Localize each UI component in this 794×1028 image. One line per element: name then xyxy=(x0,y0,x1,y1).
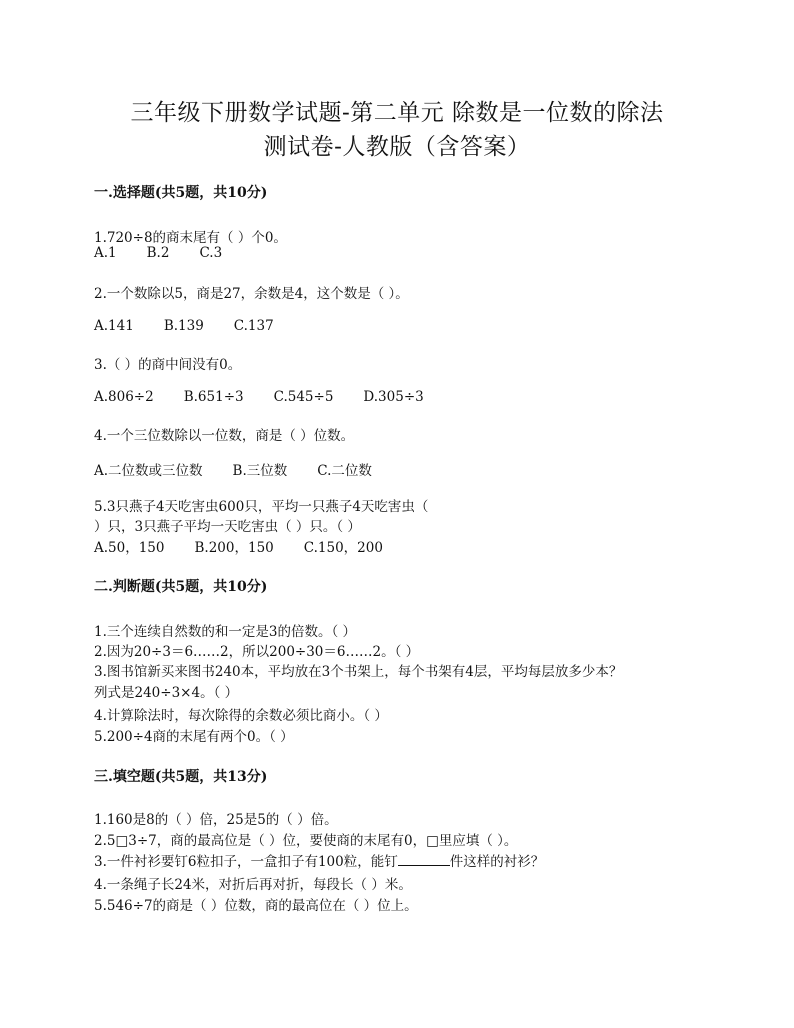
option-c: C.二位数 xyxy=(317,463,372,479)
section-heading-judgement: 二.判断题(共5题，共10分) xyxy=(94,579,268,595)
question-options xyxy=(94,389,454,405)
option-d: D.305÷3 xyxy=(363,389,424,405)
option-c: C.3 xyxy=(199,245,223,261)
question-stem-line-1: 5.3只燕子4天吃害虫600只，平均一只燕子4天吃害虫（ xyxy=(94,499,429,515)
question-stem-line-2: ）只，3只燕子平均一天吃害虫（ ）只。（ ） xyxy=(94,519,361,535)
question-text: 2.因为20÷3＝6……2，所以200÷30＝6……2。（ ） xyxy=(94,644,420,660)
question-text: 4.一条绳子长24米，对折后再对折，每段长（ ）米。 xyxy=(94,877,412,893)
answer-blank xyxy=(398,853,450,866)
question-text: 5.546÷7的商是（ ）位数，商的最高位在（ ）位上。 xyxy=(94,898,418,914)
question-options xyxy=(94,459,402,479)
question-stem: 2.一个数除以5，商是27，余数是4，这个数是（ ）。 xyxy=(94,286,409,302)
question-text-after-blank: 件这样的衬衫？ xyxy=(449,854,545,870)
section-heading-choice: 一.选择题(共5题，共10分) xyxy=(94,185,268,201)
title-line-1: 三年级下册数学试题-第二单元 除数是一位数的除法 xyxy=(130,100,664,126)
question-stem: 4.一个三位数除以一位数，商是（ ）位数。 xyxy=(94,428,355,444)
option-c: C.545÷5 xyxy=(273,389,334,405)
option-a: A.1 xyxy=(94,245,117,261)
title-line-2: 测试卷-人教版（含答案） xyxy=(263,134,531,160)
question-stem: 1.720÷8的商末尾有（ ）个0。 xyxy=(94,230,287,246)
question-options xyxy=(94,245,252,261)
option-b: B.139 xyxy=(163,318,204,334)
option-b: B.651÷3 xyxy=(183,389,244,405)
question-stem: 3.（ ）的商中间没有0。 xyxy=(94,357,242,373)
question-text-before-blank: 3.一件衬衫要钉6粒扣子，一盒扣子有100粒，能钉 xyxy=(94,854,398,870)
option-a: A.二位数或三位数 xyxy=(94,463,203,479)
question-text: 1.160是8的（ ）倍，25是5的（ ）倍。 xyxy=(94,812,338,828)
option-b: B.2 xyxy=(146,245,170,261)
question-text-with-blank xyxy=(94,850,544,870)
option-a: A.50，150 xyxy=(94,540,165,556)
option-b: B.200，150 xyxy=(194,540,274,556)
question-text: 1.三个连续自然数的和一定是3的倍数。（ ） xyxy=(94,624,357,640)
question-text: 2.5□3÷7，商的最高位是（ ）位，要使商的末尾有0，□里应填（ ）。 xyxy=(94,833,518,849)
option-a: A.141 xyxy=(94,318,134,334)
question-text: 4.计算除法时，每次除得的余数必须比商小。（ ） xyxy=(94,708,388,724)
question-text: 5.200÷4商的末尾有两个0。（ ） xyxy=(94,729,294,745)
question-text-line-2: 列式是240÷3×4。（ ） xyxy=(94,685,239,701)
option-a: A.806÷2 xyxy=(94,389,154,405)
option-b: B.三位数 xyxy=(232,463,288,479)
question-text-line-1: 3.图书馆新买来图书240本，平均放在3个书架上，每个书架有4层，平均每层放多少本？ xyxy=(94,664,623,680)
question-options xyxy=(94,536,413,556)
question-options xyxy=(94,318,304,334)
option-c: C.137 xyxy=(233,318,274,334)
section-heading-fill-in: 三.填空题(共5题，共13分) xyxy=(94,769,268,785)
option-c: C.150，200 xyxy=(303,540,383,556)
